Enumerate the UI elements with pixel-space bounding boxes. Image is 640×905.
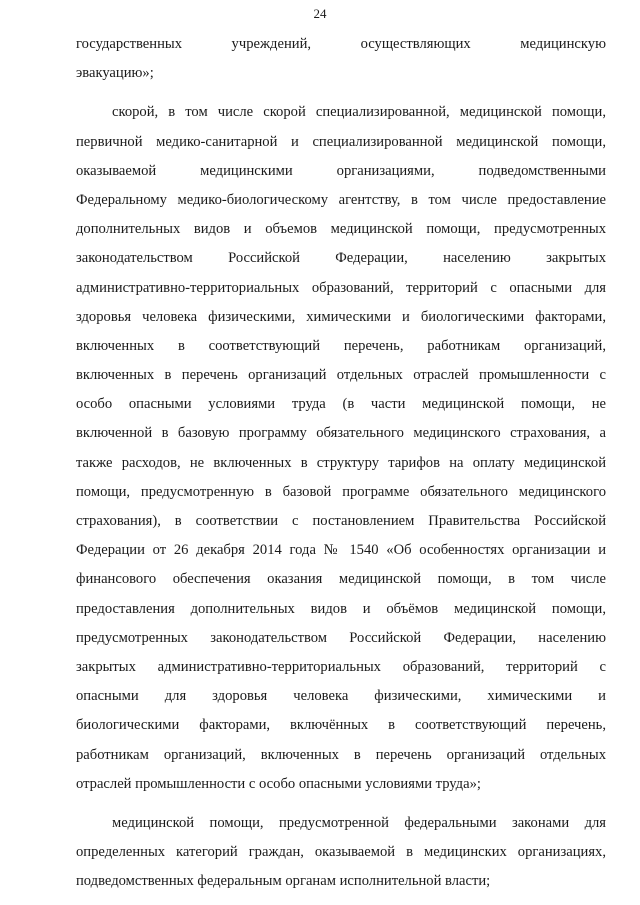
text-line: административно-территориальных образований, территорий с опасными для bbox=[76, 279, 606, 296]
text-line: включенных в перечень организаций отдельных отраслей промышленности с bbox=[76, 367, 606, 384]
text-line: опасными для здоровья человека физическими, химическими и bbox=[76, 688, 606, 705]
text-line: здоровья человека физическими, химическими и биологическими факторами, bbox=[76, 308, 606, 325]
text-line: Федерации от 26 декабря 2014 года № 1540 «Об особенностях организации и bbox=[76, 542, 606, 559]
text-line: законодательством Российской Федерации, населению закрытых bbox=[76, 250, 606, 267]
page-number: 24 bbox=[313, 6, 327, 21]
text-line: Федеральному медико-биологическому агентству, в том числе предоставление bbox=[76, 191, 606, 208]
text-line: финансового обеспечения оказания медицинской помощи, в том числе bbox=[76, 571, 606, 588]
paragraph bbox=[76, 809, 606, 897]
text-line: также расходов, не включенных в структуру тарифов на оплату медицинской bbox=[76, 454, 606, 471]
text-line: эвакуацию»; bbox=[76, 65, 154, 82]
text-line: включенной в базовую программу обязательного медицинского страхования, а bbox=[76, 425, 606, 442]
text-line: отраслей промышленности с особо опасными условиями труда»; bbox=[76, 775, 481, 792]
text-line: оказываемой медицинскими организациями, подведомственными bbox=[76, 162, 606, 179]
text-line: скорой, в том числе скорой специализированной, медицинской помощи, bbox=[112, 104, 606, 121]
document-body bbox=[76, 30, 606, 896]
text-line: включенных в соответствующий перечень, работникам организаций, bbox=[76, 337, 606, 354]
text-line: биологическими факторами, включённых в соответствующий перечень, bbox=[76, 717, 606, 734]
text-line: помощи, предусмотренную в базовой программе обязательного медицинского bbox=[76, 483, 606, 500]
text-line: медицинской помощи, предусмотренной федеральными законами для bbox=[112, 814, 606, 831]
text-line: предоставления дополнительных видов и объёмов медицинской помощи, bbox=[76, 600, 606, 617]
text-line: государственных учреждений, осуществляющих медицинскую bbox=[76, 36, 606, 52]
text-line: дополнительных видов и объемов медицинской помощи, предусмотренных bbox=[76, 221, 606, 238]
text-line: особо опасными условиями труда (в части медицинской помощи, не bbox=[76, 396, 606, 413]
text-line: определенных категорий граждан, оказываемой в медицинских организациях, bbox=[76, 844, 606, 861]
text-line: первичной медико-санитарной и специализированной медицинской помощи, bbox=[76, 133, 606, 150]
paragraph bbox=[76, 98, 606, 799]
text-line: работникам организаций, включенных в перечень организаций отдельных bbox=[76, 746, 606, 763]
text-line: предусмотренных законодательством Российской Федерации, населению bbox=[76, 629, 606, 646]
paragraph bbox=[76, 30, 606, 88]
text-line: страхования), в соответствии с постановлением Правительства Российской bbox=[76, 513, 606, 529]
text-line: подведомственных федеральным органам исполнительной власти; bbox=[76, 873, 491, 890]
text-line: закрытых административно-территориальных образований, территорий с bbox=[76, 658, 606, 675]
